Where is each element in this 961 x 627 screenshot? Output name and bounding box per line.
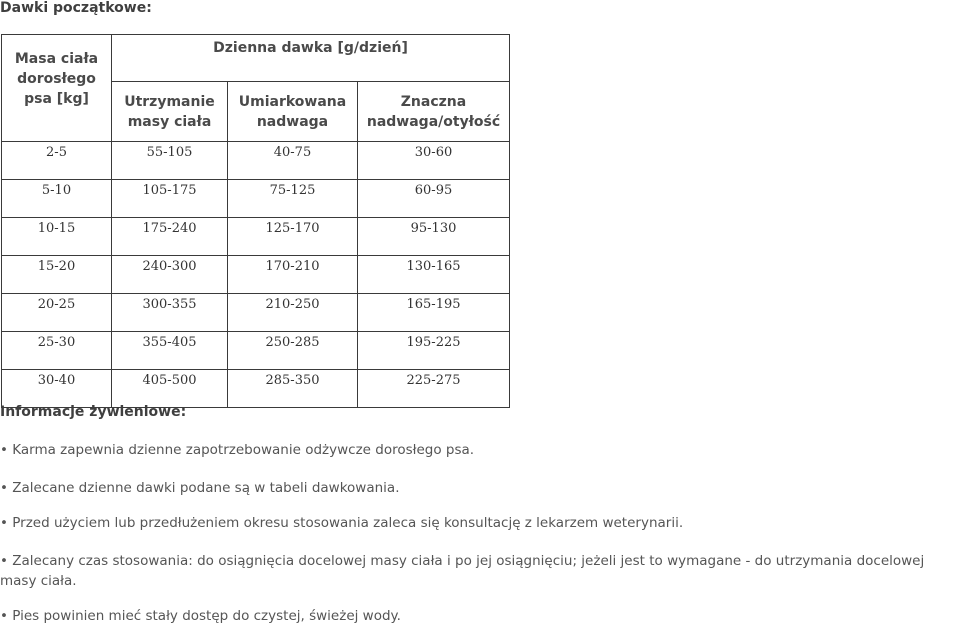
table-cell: 405-500 [112,370,228,408]
table-cell: 225-275 [358,370,510,408]
table-cell: 40-75 [228,142,358,180]
table-cell: 5-10 [2,180,112,218]
table-cell: 210-250 [228,294,358,332]
bullet-item: • Zalecany czas stosowania: do osiągnięcia docelowej masy ciała i po jej osiągnięciu; jeżeli jest to wymagane - do utrzymania docelowej masy ciała. [0,553,925,589]
table-cell: 75-125 [228,180,358,218]
table-row [2,332,510,370]
table-cell: 25-30 [2,332,112,370]
bullet-item: • Pies powinien mieć stały dostęp do czystej, świeżej wody. [0,608,401,624]
table-cell: 55-105 [112,142,228,180]
table-cell: 95-130 [358,218,510,256]
table-cell: 130-165 [358,256,510,294]
table-cell: 195-225 [358,332,510,370]
table-cell: 300-355 [112,294,228,332]
table-cell: 30-60 [358,142,510,180]
table-cell: 240-300 [112,256,228,294]
table-cell: 60-95 [358,180,510,218]
table-cell: 285-350 [228,370,358,408]
table-cell: 170-210 [228,256,358,294]
heading-initial-doses: Dawki początkowe: [0,0,152,16]
header-body-mass: Masa ciała dorosłego psa [kg] [2,35,112,142]
table-cell: 105-175 [112,180,228,218]
table-row [2,142,510,180]
dosage-table [1,34,510,408]
table-row [2,256,510,294]
heading-nutrition-info: Informacje żywieniowe: [0,404,187,420]
table-cell: 125-170 [228,218,358,256]
header-maintenance: Utrzymanie masy ciała [112,82,228,142]
table-cell: 2-5 [2,142,112,180]
table-header-row [2,35,510,82]
table-cell: 250-285 [228,332,358,370]
table-cell: 30-40 [2,370,112,408]
header-moderate-overweight: Umiarkowana nadwaga [228,82,358,142]
table-cell: 175-240 [112,218,228,256]
bullet-item: • Zalecane dzienne dawki podane są w tabeli dawkowania. [0,480,400,496]
table-cell: 10-15 [2,218,112,256]
table-cell: 165-195 [358,294,510,332]
bullet-item: • Przed użyciem lub przedłużeniem okresu stosowania zaleca się konsultację z lekarzem weterynarii. [0,515,684,531]
bullet-item: • Karma zapewnia dzienne zapotrzebowanie odżywcze dorosłego psa. [0,442,475,458]
table-row [2,370,510,408]
header-daily-dose: Dzienna dawka [g/dzień] [112,35,510,82]
table-row [2,218,510,256]
table-cell: 355-405 [112,332,228,370]
table-row [2,180,510,218]
header-significant-overweight: Znaczna nadwaga/otyłość [358,82,510,142]
table-cell: 15-20 [2,256,112,294]
table-cell: 20-25 [2,294,112,332]
table-row [2,294,510,332]
